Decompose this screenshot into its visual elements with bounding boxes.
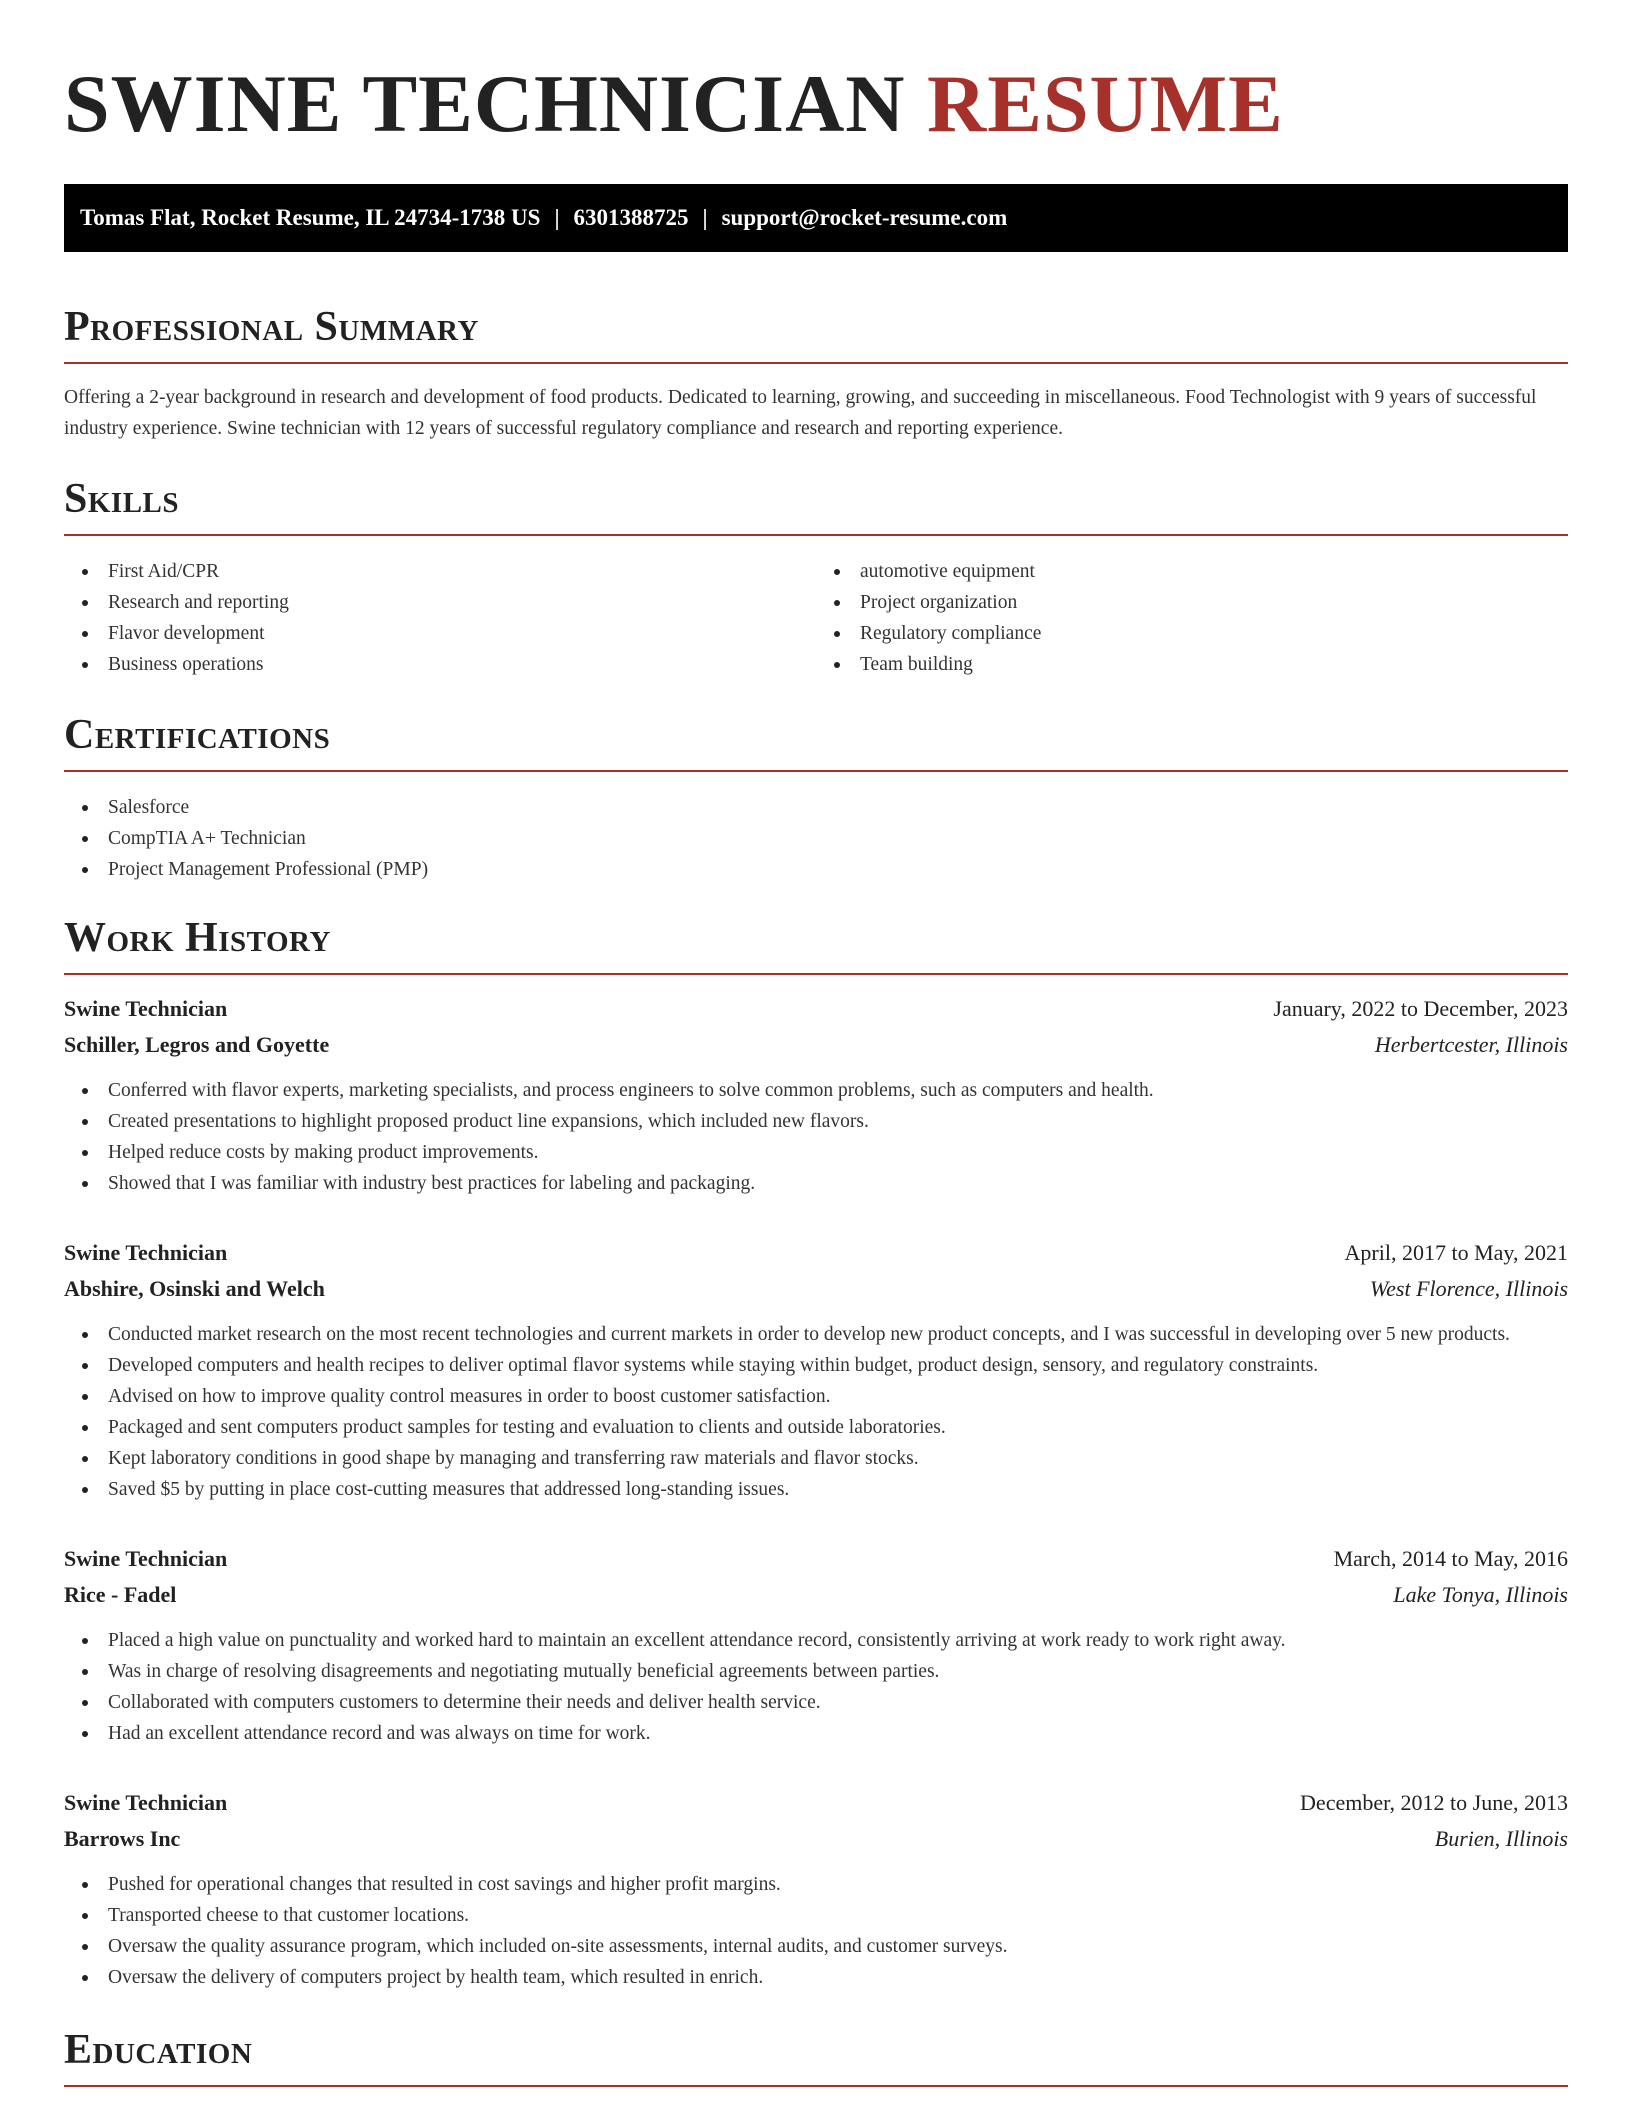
skills-columns <box>64 556 1568 680</box>
job-entry <box>64 1785 1568 1993</box>
title-main: SWINE TECHNICIAN <box>64 58 906 149</box>
job-bullet: Developed computers and health recipes to deliver optimal flavor systems while staying within budget, product design, sensory, and regulatory constraints. <box>108 1350 1568 1381</box>
skill-item: Research and reporting <box>108 587 816 618</box>
skill-item: Regulatory compliance <box>860 618 1568 649</box>
summary-section <box>64 302 1568 444</box>
job-company: Rice - Fadel <box>64 1582 177 1607</box>
job-bullets <box>64 1625 1568 1749</box>
job-bullet: Conducted market research on the most recent technologies and current markets in order to develop new product concepts, and I was successful in developing over 5 new products. <box>108 1319 1568 1350</box>
job-location: Herbertcester, Illinois <box>1374 1032 1568 1057</box>
job-dates: December, 2012 to June, 2013 <box>1300 1790 1568 1815</box>
section-divider <box>64 534 1568 536</box>
job-header-row <box>64 1785 1568 1821</box>
contact-email: support@rocket-resume.com <box>721 205 1008 230</box>
contact-phone: 6301388725 <box>573 205 689 230</box>
job-bullet: Transported cheese to that customer locations. <box>108 1900 1568 1931</box>
job-company-row <box>64 1577 1568 1613</box>
section-divider <box>64 770 1568 772</box>
job-bullet: Helped reduce costs by making product improvements. <box>108 1137 1568 1168</box>
job-title: Swine Technician <box>64 1546 228 1571</box>
job-bullet: Advised on how to improve quality control measures in order to boost customer satisfaction. <box>108 1381 1568 1412</box>
job-bullet: Oversaw the quality assurance program, which included on-site assessments, internal audits, and customer surveys. <box>108 1931 1568 1962</box>
job-bullet: Created presentations to highlight proposed product line expansions, which included new flavors. <box>108 1106 1568 1137</box>
skills-heading: Skills <box>64 476 180 522</box>
education-heading: Education <box>64 2027 253 2073</box>
job-location: Lake Tonya, Illinois <box>1393 1582 1568 1607</box>
job-bullets <box>64 1869 1568 1993</box>
job-entry <box>64 991 1568 1199</box>
education-section <box>64 2025 1568 2087</box>
certifications-section <box>64 710 1568 885</box>
job-bullet: Pushed for operational changes that resulted in cost savings and higher profit margins. <box>108 1869 1568 1900</box>
job-header-row <box>64 1541 1568 1577</box>
skill-item: First Aid/CPR <box>108 556 816 587</box>
job-bullet: Had an excellent attendance record and was always on time for work. <box>108 1718 1568 1749</box>
job-company-row <box>64 1027 1568 1063</box>
job-bullet: Placed a high value on punctuality and worked hard to maintain an excellent attendance record, consistently arriving at work ready to work right away. <box>108 1625 1568 1656</box>
job-bullet: Collaborated with computers customers to determine their needs and deliver health service. <box>108 1687 1568 1718</box>
skill-item: Flavor development <box>108 618 816 649</box>
certification-item: Project Management Professional (PMP) <box>108 854 1568 885</box>
job-dates: April, 2017 to May, 2021 <box>1344 1240 1568 1265</box>
job-location: West Florence, Illinois <box>1369 1276 1568 1301</box>
contact-address: Tomas Flat, Rocket Resume, IL 24734-1738 US <box>80 205 541 230</box>
page-title <box>64 0 1568 150</box>
job-bullet: Conferred with flavor experts, marketing specialists, and process engineers to solve common problems, such as computers and health. <box>108 1075 1568 1106</box>
job-title: Swine Technician <box>64 996 228 1021</box>
section-divider <box>64 973 1568 975</box>
skill-item: Team building <box>860 649 1568 680</box>
skill-item: Project organization <box>860 587 1568 618</box>
job-dates: January, 2022 to December, 2023 <box>1273 996 1568 1021</box>
job-company: Abshire, Osinski and Welch <box>64 1276 325 1301</box>
certification-item: CompTIA A+ Technician <box>108 823 1568 854</box>
job-header-row <box>64 991 1568 1027</box>
summary-text: Offering a 2-year background in research and development of food products. Dedicated to learning, growing, and succeeding in miscellaneous. Food Technologist with 9 years of successful industry experience. Swine technician with 12 years of successful regulatory compliance and research and reporting experience. <box>64 387 1537 439</box>
skills-section <box>64 474 1568 680</box>
job-bullets <box>64 1319 1568 1505</box>
job-bullets <box>64 1075 1568 1199</box>
contact-separator: | <box>702 205 708 230</box>
certifications-heading: Certifications <box>64 712 331 758</box>
skill-item: automotive equipment <box>860 556 1568 587</box>
skills-list-right <box>816 556 1568 680</box>
job-company: Schiller, Legros and Goyette <box>64 1032 330 1057</box>
summary-heading: Professional Summary <box>64 304 479 350</box>
certification-item: Salesforce <box>108 792 1568 823</box>
job-bullet: Was in charge of resolving disagreements and negotiating mutually beneficial agreements between parties. <box>108 1656 1568 1687</box>
section-divider <box>64 2085 1568 2087</box>
skills-list-left <box>64 556 816 680</box>
job-bullet: Oversaw the delivery of computers project by health team, which resulted in enrich. <box>108 1962 1568 1993</box>
job-bullet: Showed that I was familiar with industry best practices for labeling and packaging. <box>108 1168 1568 1199</box>
title-accent: RESUME <box>927 58 1284 149</box>
section-divider <box>64 362 1568 364</box>
job-company-row <box>64 1821 1568 1857</box>
job-title: Swine Technician <box>64 1790 228 1815</box>
job-company: Barrows Inc <box>64 1826 181 1851</box>
job-title: Swine Technician <box>64 1240 228 1265</box>
certifications-list <box>64 792 1568 885</box>
job-bullet: Packaged and sent computers product samples for testing and evaluation to clients and outside laboratories. <box>108 1412 1568 1443</box>
job-bullet: Kept laboratory conditions in good shape by managing and transferring raw materials and flavor stocks. <box>108 1443 1568 1474</box>
job-header-row <box>64 1235 1568 1271</box>
job-company-row <box>64 1271 1568 1307</box>
work-history-heading: Work History <box>64 915 331 961</box>
job-entry <box>64 1235 1568 1505</box>
job-dates: March, 2014 to May, 2016 <box>1333 1546 1568 1571</box>
contact-bar <box>64 184 1568 252</box>
job-entry <box>64 1541 1568 1749</box>
work-history-section <box>64 913 1568 1993</box>
job-location: Burien, Illinois <box>1434 1826 1568 1851</box>
job-bullet: Saved $5 by putting in place cost-cutting measures that addressed long-standing issues. <box>108 1474 1568 1505</box>
contact-separator: | <box>554 205 560 230</box>
skill-item: Business operations <box>108 649 816 680</box>
